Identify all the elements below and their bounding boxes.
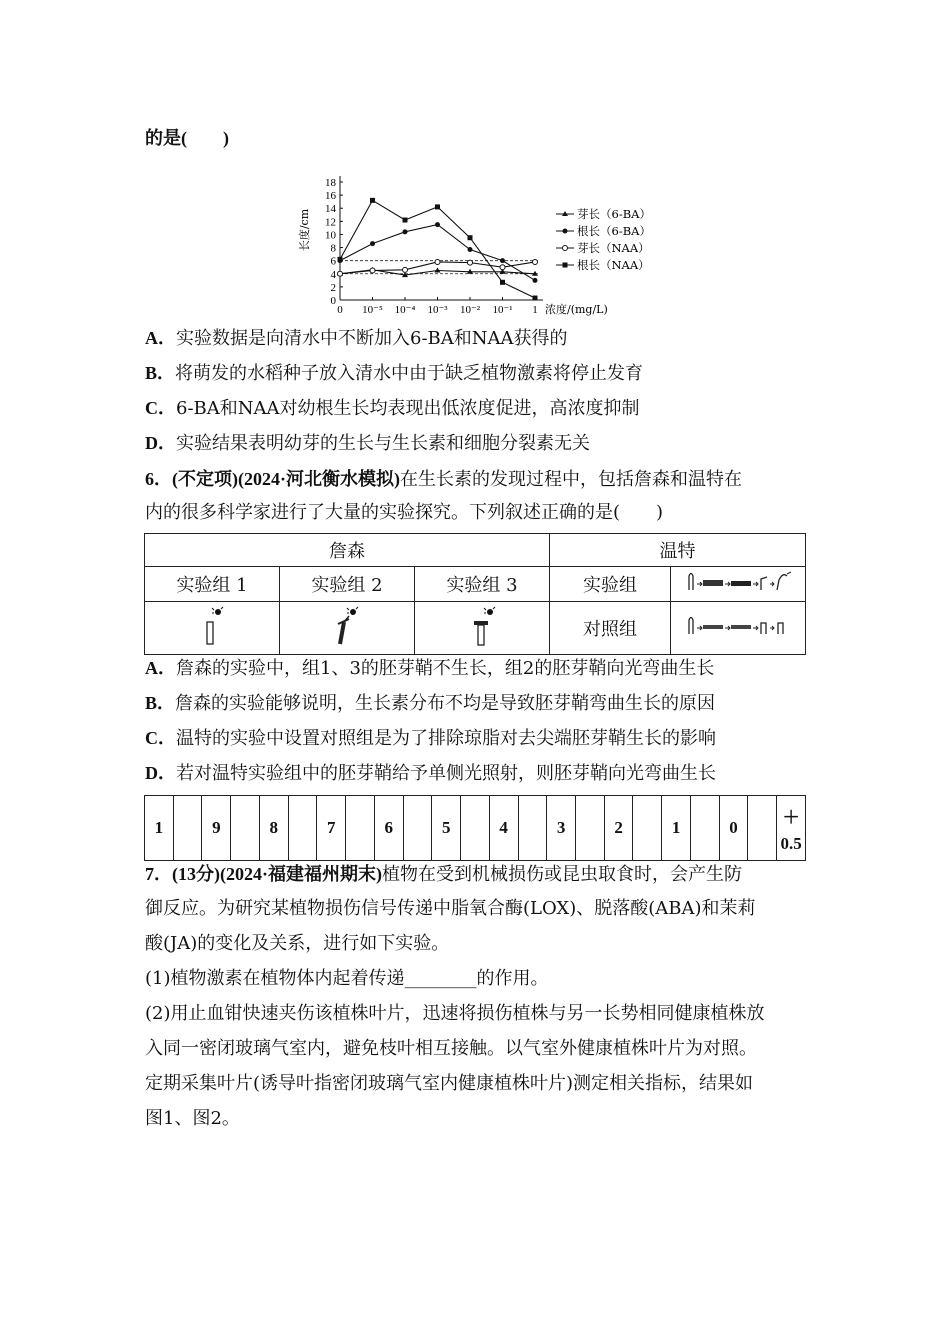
score-cell: 8 — [259, 796, 288, 861]
score-table — [144, 795, 806, 861]
score-cell: 1 — [145, 796, 174, 861]
jensen-group3-diagram — [462, 604, 502, 648]
data-point — [435, 268, 441, 273]
x-tick-label: 10⁻² — [459, 304, 481, 316]
q6-option-d: D．若对温特实验组中的胚芽鞘给予单侧光照射，则胚芽鞘向光弯曲生长 — [145, 763, 716, 784]
q7-stem-line2: 御反应。为研究某植物损伤信号传递中脂氧合酶(LOX)、脱落酸(ABA)和茉莉 — [145, 898, 756, 919]
q6-stem-line1: 6．(不定项)(2024·河北衡水模拟)在生长素的发现过程中，包括詹森和温特在 — [145, 469, 742, 490]
score-cell — [690, 796, 719, 861]
score-cell: 4 — [489, 796, 518, 861]
data-point — [533, 278, 538, 283]
q5-option-c: C．6-BA和NAA对幼根生长均表现出低浓度促进，高浓度抑制 — [145, 398, 640, 419]
q6-experiment-table — [144, 533, 806, 655]
q7-stem-line3: 酸(JA)的变化及关系，进行如下实验。 — [145, 933, 450, 954]
cell-group2: 实验组 2 — [280, 567, 415, 602]
x-tick-label: 0 — [337, 304, 343, 316]
score-cell — [173, 796, 202, 861]
score-cell: 0 — [719, 796, 748, 861]
header-jensen: 詹森 — [145, 534, 550, 567]
legend-label: 芽长（6-BA） — [577, 207, 651, 221]
cell-group1: 实验组 1 — [145, 567, 280, 602]
data-point — [500, 265, 505, 270]
chart-series — [337, 198, 538, 301]
q6-option-a: A．詹森的实验中，组1、3的胚芽鞘不生长，组2的胚芽鞘向光弯曲生长 — [145, 658, 715, 679]
series-line — [338, 198, 538, 301]
x-tick-label: 10⁻¹ — [492, 304, 513, 316]
data-point — [468, 247, 473, 252]
score-cell: 2 — [604, 796, 633, 861]
data-point — [338, 257, 343, 262]
score-cell — [748, 796, 777, 861]
q7-sub2-line3: 定期采集叶片(诱导叶指密闭玻璃气室内健康植株叶片)测定相关指标，结果如 — [145, 1073, 754, 1094]
cell-group3: 实验组 3 — [415, 567, 550, 602]
y-tick-label: 0 — [330, 295, 336, 307]
y-tick-label: 16 — [325, 190, 336, 203]
chart-axes — [297, 176, 608, 316]
cell-went-exp-label: 实验组 — [550, 567, 671, 602]
data-point — [370, 268, 375, 273]
data-point — [370, 241, 375, 246]
x-tick-label: 10⁻⁴ — [394, 304, 416, 316]
score-cell — [461, 796, 490, 861]
data-point — [563, 229, 568, 234]
x-tick-label: 10⁻³ — [427, 304, 448, 316]
data-point — [403, 229, 408, 234]
legend-label: 根长（6-BA） — [577, 224, 651, 238]
jensen-group2-diagram — [327, 604, 367, 648]
score-half: 0.5 — [780, 833, 802, 853]
q6-stem-line2: 内的很多科学家进行了大量的实验探究。下列叙述正确的是( ) — [145, 502, 664, 523]
score-cell: 7 — [317, 796, 346, 861]
jensen-group1-diagram — [192, 604, 232, 648]
q7-sub1: (1)植物激素在植物体内起着传递________的作用。 — [145, 968, 549, 989]
data-point — [338, 271, 343, 276]
went-control-diagram — [683, 612, 793, 640]
legend-label: 芽长（NAA） — [577, 241, 650, 255]
y-tick-label: 8 — [330, 242, 336, 255]
data-point — [468, 235, 473, 240]
data-point — [468, 260, 473, 265]
q7-sub2-line4: 图1、图2。 — [145, 1108, 240, 1129]
score-cell — [403, 796, 432, 861]
score-cell: 9 — [202, 796, 231, 861]
data-point — [435, 204, 440, 209]
score-cell — [576, 796, 605, 861]
series-path — [340, 200, 535, 298]
q7-sub2-line2: 入同一密闭玻璃气室内，避免枝叶相互接触。以气室外健康植株叶片为对照。 — [145, 1038, 757, 1059]
y-tick-label: 14 — [325, 203, 336, 216]
data-point — [403, 267, 408, 272]
score-cell — [346, 796, 375, 861]
data-point — [563, 246, 568, 251]
q5-option-b: B．将萌发的水稻种子放入清水中由于缺乏植物激素将停止发育 — [145, 363, 644, 384]
y-tick-label: 12 — [325, 216, 336, 229]
cell-group1-figure — [145, 602, 280, 655]
cell-went-ctrl-label: 对照组 — [550, 602, 671, 655]
y-tick-label: 18 — [325, 177, 336, 189]
legend-entry — [556, 241, 650, 255]
score-cell — [518, 796, 547, 861]
score-cell — [633, 796, 662, 861]
y-tick-label: 6 — [330, 255, 336, 268]
score-cell — [288, 796, 317, 861]
y-tick-label: 4 — [330, 268, 336, 281]
score-cell — [777, 796, 806, 861]
cell-went-exp-figure — [671, 567, 806, 602]
data-point — [435, 222, 440, 227]
legend-entry — [556, 207, 651, 221]
q5-option-a: A．实验数据是向清水中不断加入6-BA和NAA获得的 — [145, 328, 568, 349]
q5-option-d: D．实验结果表明幼芽的生长与生长素和细胞分裂素无关 — [145, 433, 590, 454]
cell-group2-figure — [280, 602, 415, 655]
legend-entry — [556, 224, 651, 238]
q7-stem-line1: 7．(13分)(2024·福建福州期末)植物在受到机械损伤或昆虫取食时，会产生防 — [145, 864, 742, 885]
data-point — [500, 258, 505, 263]
question-tail: 的是( ) — [145, 128, 229, 148]
score-cell: 5 — [432, 796, 461, 861]
cell-group3-figure — [415, 602, 550, 655]
line-chart — [290, 168, 660, 316]
score-cell — [231, 796, 260, 861]
score-cell: 6 — [374, 796, 403, 861]
q6-option-b: B．詹森的实验能够说明，生长素分布不均是导致胚芽鞘弯曲生长的原因 — [145, 693, 716, 714]
score-cell: 3 — [547, 796, 576, 861]
data-point — [370, 198, 375, 203]
score-plus: ＋ — [782, 807, 800, 827]
went-experiment-diagram — [683, 568, 793, 596]
cell-went-ctrl-figure — [671, 602, 806, 655]
score-cell: 1 — [662, 796, 691, 861]
chart-legend — [556, 207, 651, 272]
y-tick-label: 2 — [330, 281, 336, 294]
data-point — [403, 218, 408, 223]
x-tick-label: 1 — [532, 304, 538, 316]
data-point — [533, 259, 538, 264]
y-tick-label: 10 — [325, 229, 336, 242]
score-row — [145, 796, 806, 861]
q6-option-c: C．温特的实验中设置对照组是为了排除琼脂对去尖端胚芽鞘生长的影响 — [145, 728, 716, 749]
data-point — [435, 259, 440, 264]
y-axis-label: 长度/cm — [298, 208, 311, 252]
data-point — [563, 263, 568, 268]
x-tick-label: 10⁻⁵ — [362, 304, 383, 316]
data-point — [500, 280, 505, 285]
header-went: 温特 — [550, 534, 806, 567]
x-axis-label: 浓度/(mg/L) — [545, 303, 608, 316]
legend-entry — [556, 258, 650, 272]
q7-sub2-line1: (2)用止血钳快速夹伤该植株叶片，迅速将损伤植株与另一长势相同健康植株放 — [145, 1003, 765, 1024]
legend-label: 根长（NAA） — [577, 258, 650, 272]
data-point — [533, 296, 538, 301]
series-line — [337, 267, 538, 277]
